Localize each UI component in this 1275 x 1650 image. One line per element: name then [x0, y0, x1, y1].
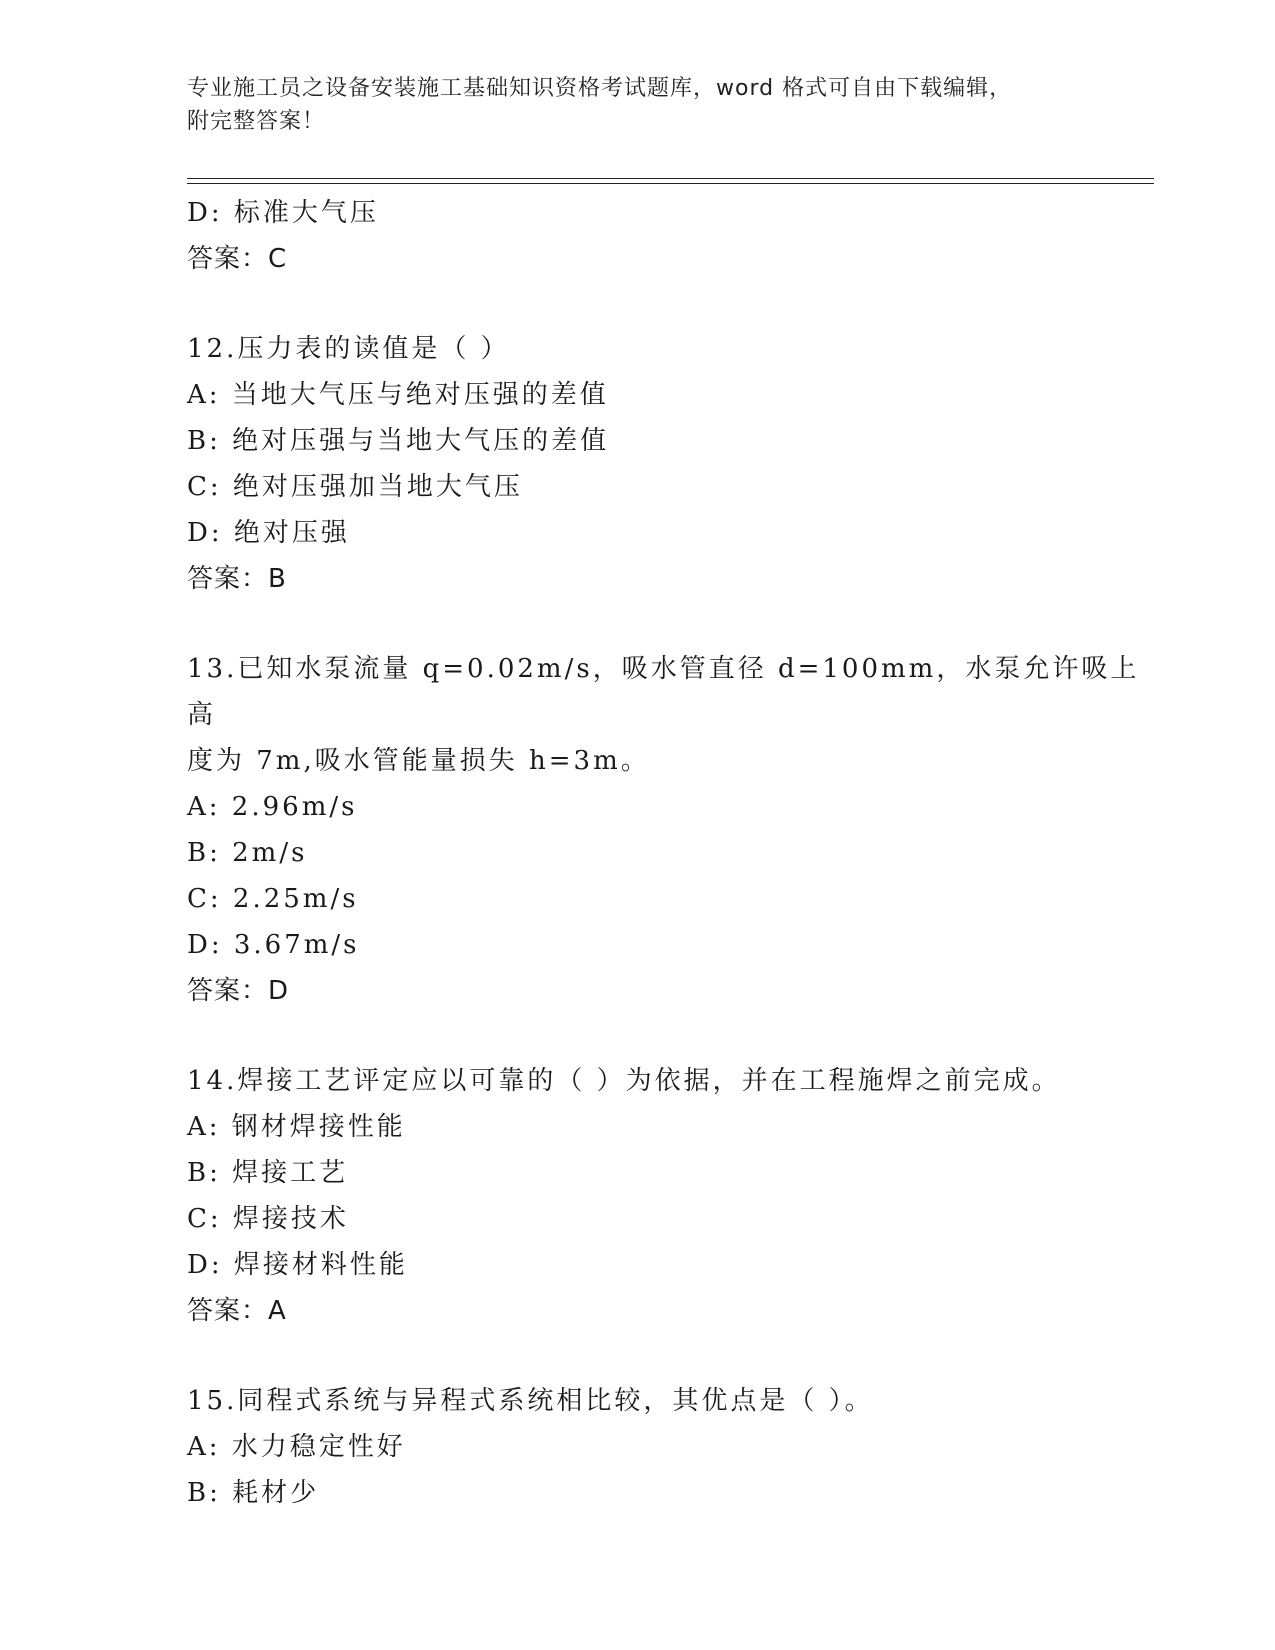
previous-question-tail [187, 190, 1147, 282]
option-b: B: 耗材少 [187, 1478, 320, 1508]
option-d: D: 3.67m/s [187, 930, 360, 960]
header-line-1: 专业施工员之设备安装施工基础知识资格考试题库，word 格式可自由下载编辑， [187, 76, 1013, 101]
option-d: D: 焊接材料性能 [187, 1250, 408, 1280]
option-c: C: 焊接技术 [187, 1204, 349, 1234]
question-stem: 14.焊接工艺评定应以可靠的（ ）为依据，并在工程施焊之前完成。 [187, 1066, 1061, 1096]
option-b: B: 2m/s [187, 838, 308, 868]
answer-line: 答案：A [187, 1296, 287, 1326]
question-stem: 15.同程式系统与异程式系统相比较，其优点是（ ）。 [187, 1386, 874, 1416]
question-stem: 12.压力表的读值是（ ） [187, 334, 510, 364]
option-b: B: 绝对压强与当地大气压的差值 [187, 426, 610, 456]
answer-line: 答案：B [187, 564, 287, 594]
option-d: D: 标准大气压 [187, 198, 379, 228]
question-12 [187, 326, 1147, 602]
option-c: C: 2.25m/s [187, 884, 359, 914]
header-divider-top [187, 178, 1154, 179]
question-15 [187, 1378, 1147, 1516]
option-a: A: 2.96m/s [187, 792, 358, 822]
option-a: A: 水力稳定性好 [187, 1432, 406, 1462]
option-d: D: 绝对压强 [187, 518, 350, 548]
answer-line: 答案：C [187, 244, 288, 274]
question-14 [187, 1058, 1147, 1334]
question-stem-line-1: 13.已知水泵流量 q=0.02m/s，吸水管直径 d=100mm，水泵允许吸上高 [187, 654, 1140, 730]
question-13 [187, 646, 1147, 1014]
header-divider-bottom [187, 183, 1154, 184]
document-header [187, 72, 1087, 138]
option-a: A: 当地大气压与绝对压强的差值 [187, 380, 609, 410]
option-a: A: 钢材焊接性能 [187, 1112, 406, 1142]
question-stem-line-2: 度为 7m,吸水管能量损失 h=3m。 [187, 746, 650, 776]
header-line-2: 附完整答案！ [187, 109, 326, 134]
option-b: B: 焊接工艺 [187, 1158, 349, 1188]
option-c: C: 绝对压强加当地大气压 [187, 472, 523, 502]
answer-line: 答案：D [187, 976, 290, 1006]
question-list [187, 190, 1147, 1516]
